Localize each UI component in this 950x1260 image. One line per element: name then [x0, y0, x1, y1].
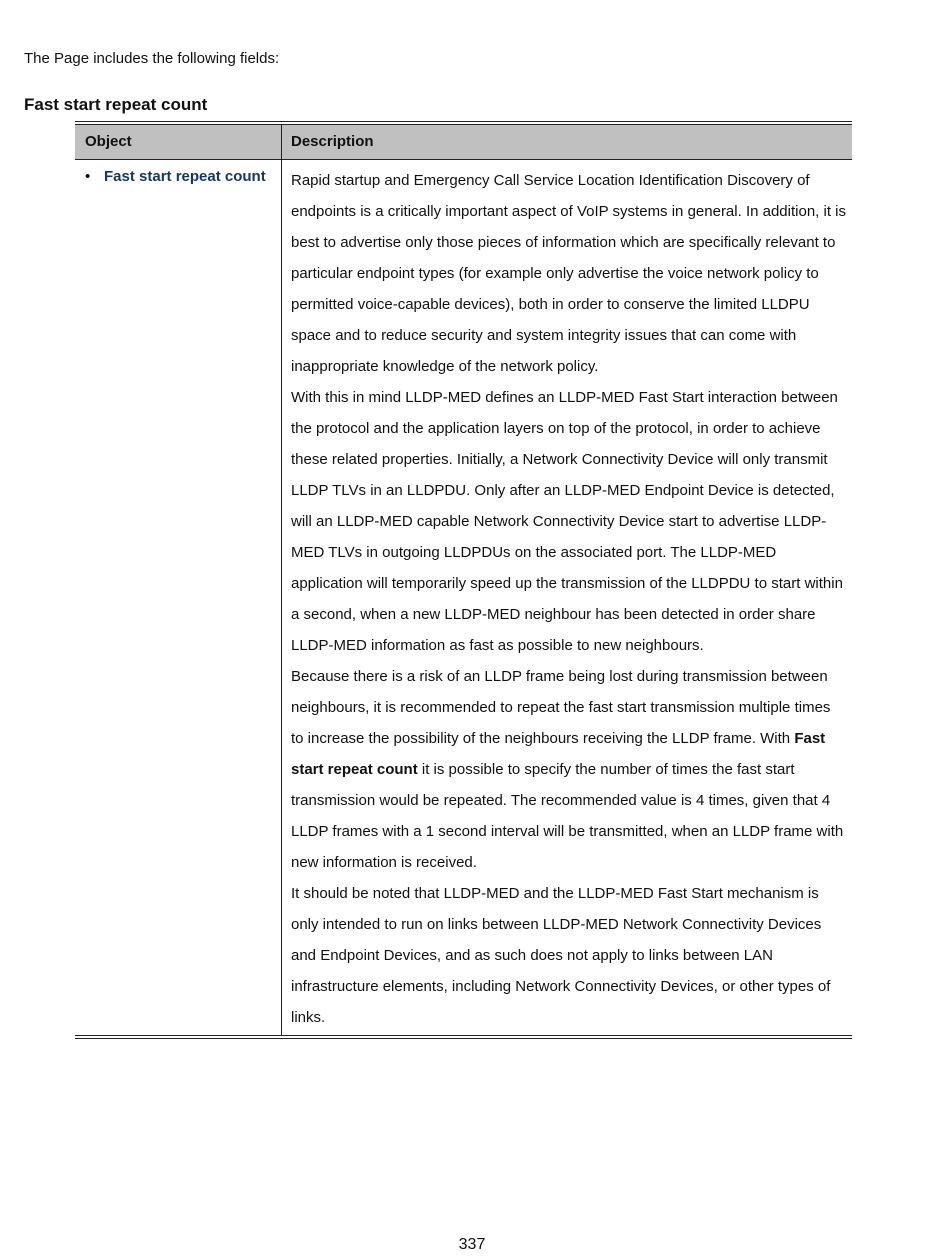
bullet-icon: • [85, 168, 91, 185]
description-cell [282, 160, 852, 1035]
description-paragraph-4: It should be noted that LLDP-MED and the LLDP-MED Fast Start mechanism is only intended to run on links between LLDP-MED Network Connectivity Devices and Endpoint Devices, and as such does not apply to links between LAN infrastructure elements, including Network Connectivity Devices, or other types of links. [291, 885, 831, 1026]
description-paragraph-1: Rapid startup and Emergency Call Service Location Identification Discovery of endpoints is a critically important aspect of VoIP systems in general. In addition, it is best to advertise only those pieces of information which are specifically relevant to particular endpoint types (for example only advertise the voice network policy to permitted voice-capable devices), both in order to conserve the limited LLDPU space and to reduce security and system integrity issues that can come with inappropriate knowledge of the network policy. [291, 172, 846, 375]
paragraph-3-start: Because there is a risk of an LLDP frame being lost during transmission between neighbours, it is recommended to repeat the fast start transmission multiple times to increase the possibility of the neighbours receiving the LLDP frame. With [291, 668, 831, 747]
page-number: 337 [458, 1236, 486, 1253]
table-header-row [75, 125, 852, 160]
object-column-header: Object [75, 125, 282, 159]
object-cell [75, 160, 282, 1035]
description-column-header: Description [291, 133, 374, 150]
object-name: Fast start repeat count [104, 168, 266, 185]
fields-table [75, 121, 852, 1039]
description-paragraph-2: With this in mind LLDP-MED defines an LLDP-MED Fast Start interaction between the protocol and the application layers on top of the protocol, in order to achieve these related properties. Initially, a Network Connectivity Device will only transmit LLDP TLVs in an LLDPDU. Only after an LLDP-MED Endpoint Device is detected, will an LLDP-MED capable Network Connectivity Device start to advertise LLDP-MED TLVs in outgoing LLDPDUs on the associated port. The LLDP-MED application will temporarily speed up the transmission of the LLDPDU to start within a second, when a new LLDP-MED neighbour has been detected in order share LLDP-MED information as fast as possible to new neighbours. [291, 389, 843, 654]
paragraph-3-end: it is possible to specify the number of times the fast start transmission would be repeated. The recommended value is 4 times, given that 4 LLDP frames with a 1 second interval will be transmitted, when an LLDP frame with new information is received. [291, 761, 844, 871]
object-list-item [85, 166, 281, 188]
description-paragraph-3 [291, 661, 846, 878]
intro-text: The Page includes the following fields: [24, 50, 280, 67]
section-title: Fast start repeat count [24, 95, 208, 114]
paragraph-3-bold-term: Fast start repeat count [291, 730, 826, 778]
table-row [75, 160, 852, 1035]
